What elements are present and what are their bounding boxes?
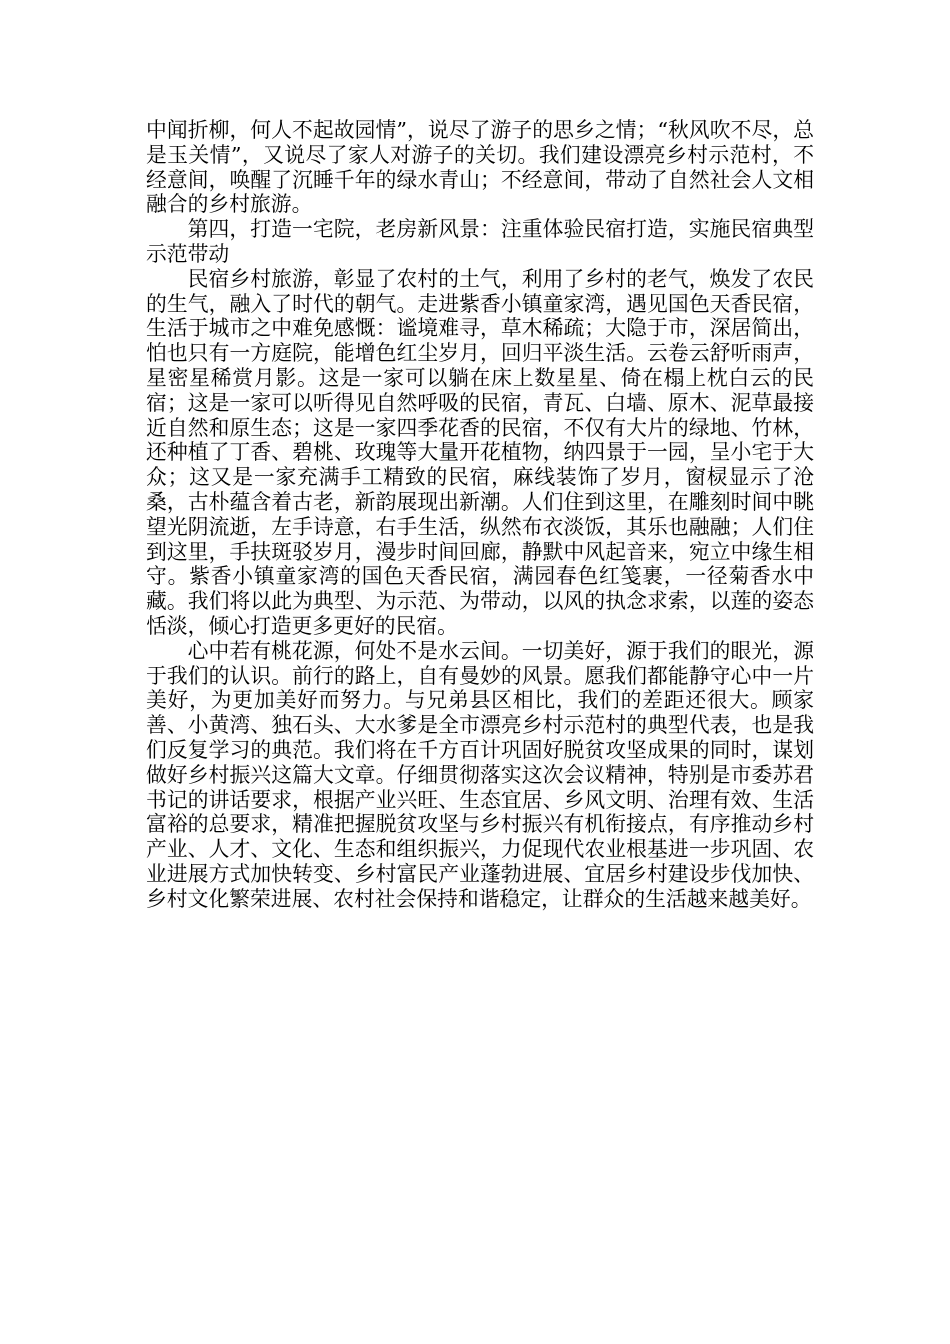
paragraph-homestay: 民宿乡村旅游，彰显了农村的土气，利用了乡村的老气，焕发了农民的生气，融入了时代的朝气。走进紫香小镇童家湾，遇见国色天香民宿，生活于城市之中难免感慨：谧境难寻，草木稀疏；大隐于市，深居简出，怕也只有一方庭院，能增色红尘岁月，回归平淡生活。云卷云舒听雨声，星密星稀赏月影。这是一家可以躺在床上数星星、倚在榻上枕白云的民宿；这是一家可以听得见自然呼吸的民宿，青瓦、白墙、原木、泥草最接近自然和原生态；这是一家四季花香的民宿，不仅有大片的绿地、竹林，还种植了丁香、碧桃、玫瑰等大量开花植物，纳四景于一园，呈小宅于大众；这又是一家充满手工精致的民宿，麻线装饰了岁月，窗棂显示了沧桑，古朴蕴含着古老，新韵展现出新潮。人们住到这里，在雕刻时间中眺望光阴流逝，左手诗意，右手生活，纵然布衣淡饭，其乐也融融；人们住到这里，手扶斑驳岁月，漫步时间回廊，静默中风起音来，宛立中缘生相守。紫香小镇童家湾的国色天香民宿，满园春色红笺裹，一径菊香水中藏。我们将以此为典型、为示范、为带动，以风的执念求索，以莲的姿态恬淡，倾心打造更多更好的民宿。: [146, 266, 814, 638]
section-heading-fourth: 第四，打造一宅院，老房新风景：注重体验民宿打造，实施民宿典型示范带动: [146, 217, 814, 266]
document-body: [146, 118, 814, 912]
paragraph-continuation: 中闻折柳，何人不起故园情”，说尽了游子的思乡之情；“秋风吹不尽，总是玉关情”，又说尽了家人对游子的关切。我们建设漂亮乡村示范村，不经意间，唤醒了沉睡千年的绿水青山；不经意间，带动了自然社会人文相融合的乡村旅游。: [146, 118, 814, 217]
paragraph-conclusion: 心中若有桃花源，何处不是水云间。一切美好，源于我们的眼光，源于我们的认识。前行的路上，自有曼妙的风景。愿我们都能静守心中一片美好，为更加美好而努力。与兄弟县区相比，我们的差距还很大。顾家善、小黄湾、独石头、大水爹是全市漂亮乡村示范村的典型代表，也是我们反复学习的典范。我们将在千方百计巩固好脱贫攻坚成果的同时，谋划做好乡村振兴这篇大文章。仔细贯彻落实这次会议精神，特别是市委苏君书记的讲话要求，根据产业兴旺、生态宜居、乡风文明、治理有效、生活富裕的总要求，精准把握脱贫攻坚与乡村振兴有机衔接点，有序推动乡村产业、人才、文化、生态和组织振兴，力促现代农业根基进一步巩固、农业进展方式加快转变、乡村富民产业蓬勃进展、宜居乡村建设步伐加快、乡村文化繁荣进展、农村社会保持和谐稳定，让群众的生活越来越美好。: [146, 638, 814, 911]
